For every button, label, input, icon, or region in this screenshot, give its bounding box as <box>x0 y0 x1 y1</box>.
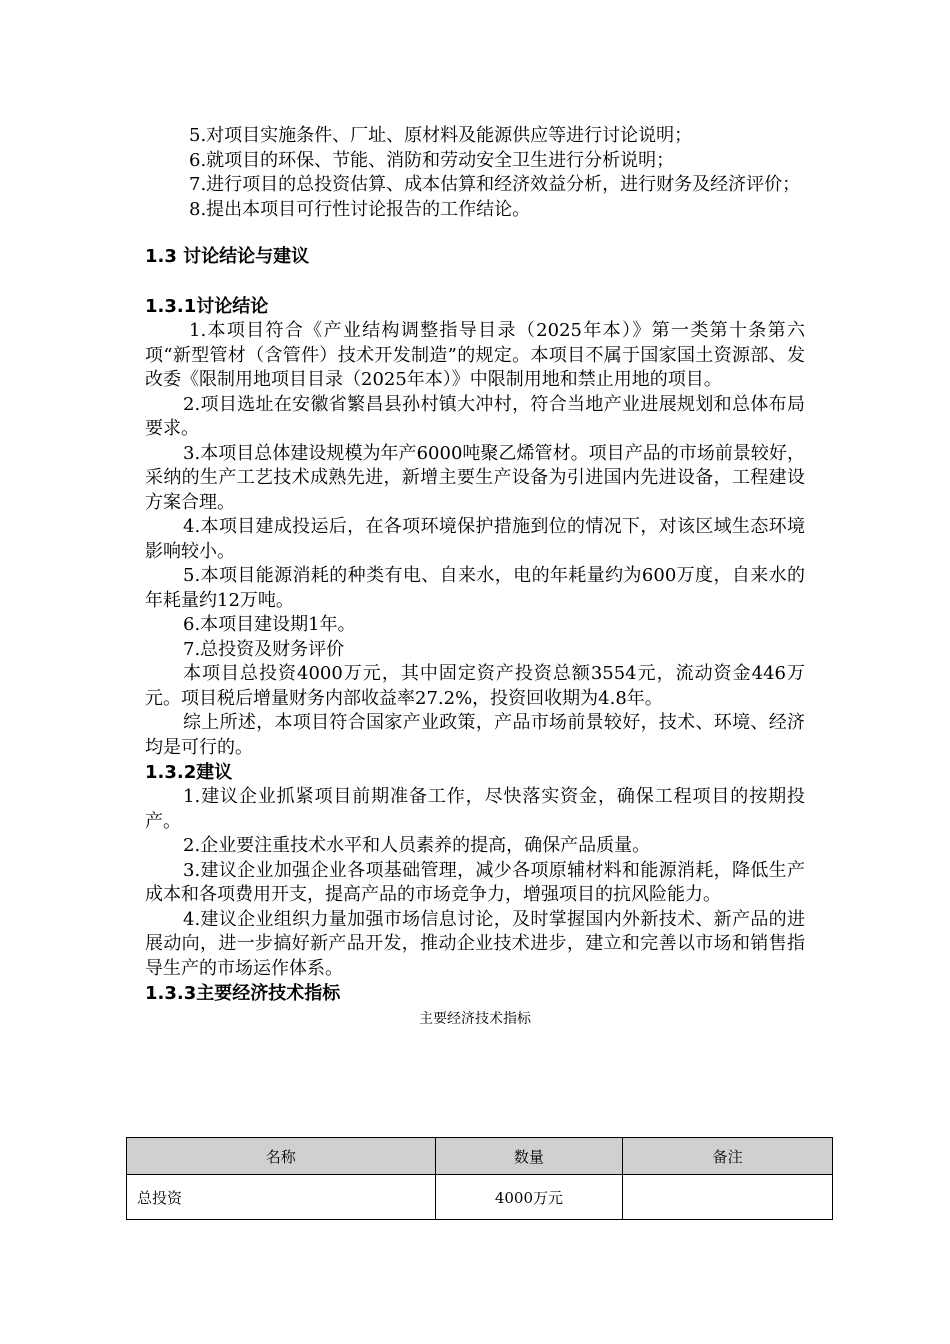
column-header-name: 名称 <box>127 1138 436 1175</box>
suggestion-paragraph: 4.建议企业组织力量加强市场信息讨论，及时掌握国内外新技术、新产品的进展动向，进一步搞好新产品开发，推动企业技术进步，建立和完善以市场和销售指导生产的市场运作体系。 <box>145 908 805 979</box>
conclusion-paragraph: 7.总投资及财务评价 <box>183 638 345 660</box>
intro-item-8: 8.提出本项目可行性讨论报告的工作结论。 <box>189 198 531 220</box>
column-header-remarks: 备注 <box>623 1138 833 1175</box>
intro-item-5: 5.对项目实施条件、厂址、原材料及能源供应等进行讨论说明； <box>189 125 693 146</box>
conclusion-paragraph: 3.本项目总体建设规模为年产6000吨聚乙烯管材。项目产品的市场前景较好，采纳的生产工艺技术成熟先进，新增主要生产设备为引进国内先进设备，工程建设方案合理。 <box>145 442 805 513</box>
cell-name: 总投资 <box>127 1175 436 1220</box>
intro-item-6: 6.就项目的环保、节能、消防和劳动安全卫生进行分析说明； <box>189 149 675 171</box>
subsection-heading-conclusion: 1.3.1讨论结论 <box>145 296 269 317</box>
conclusion-paragraph: 6.本项目建设期1年。 <box>183 614 356 635</box>
suggestion-paragraph: 1.建议企业抓紧项目前期准备工作，尽快落实资金，确保工程项目的按期投产。 <box>145 786 805 832</box>
column-header-quantity: 数量 <box>435 1138 623 1175</box>
indicators-table <box>126 1137 833 1220</box>
section-heading: 1.3 讨论结论与建议 <box>145 246 310 267</box>
conclusion-paragraph: 1.本项目符合《产业结构调整指导目录（2025年本）》第一类第十条第六项“新型管材（含管件）技术开发制造”的规定。本项目不属于国家国土资源部、发改委《限制用地项目目录（2025年本）》中限制用地和禁止用地的项目。 <box>145 320 805 390</box>
table-header-row <box>127 1138 833 1175</box>
cell-quantity: 4000万元 <box>435 1175 623 1220</box>
table-caption: 主要经济技术指标 <box>419 1011 531 1027</box>
conclusion-paragraph: 2.项目选址在安徽省繁昌县孙村镇大冲村，符合当地产业进展规划和总体布局要求。 <box>145 393 805 439</box>
conclusion-paragraph: 5.本项目能源消耗的种类有电、自来水，电的年耗量约为600万度，自来水的年耗量约12万吨。 <box>145 565 805 611</box>
conclusion-paragraph: 综上所述，本项目符合国家产业政策，产品市场前景较好，技术、环境、经济均是可行的。 <box>145 712 805 758</box>
conclusion-paragraph: 4.本项目建成投运后，在各项环境保护措施到位的情况下，对该区域生态环境影响较小。 <box>145 516 805 562</box>
conclusion-paragraph: 本项目总投资4000万元，其中固定资产投资总额3554元，流动资金446万元。项目税后增量财务内部收益率27.2%，投资回收期为4.8年。 <box>145 663 805 709</box>
suggestion-paragraph: 3.建议企业加强企业各项基础管理，减少各项原辅材料和能源消耗，降低生产成本和各项费用开支，提高产品的市场竞争力，增强项目的抗风险能力。 <box>145 859 805 905</box>
subsection-heading-indicators: 1.3.3主要经济技术指标 <box>145 983 341 1004</box>
intro-item-7: 7.进行项目的总投资估算、成本估算和经济效益分析，进行财务及经济评价； <box>189 174 801 195</box>
suggestion-paragraph: 2.企业要注重技术水平和人员素养的提高，确保产品质量。 <box>183 835 651 856</box>
table-row <box>127 1175 833 1220</box>
document-body <box>145 124 805 1033</box>
subsection-heading-suggestions: 1.3.2建议 <box>145 762 233 783</box>
cell-remarks <box>623 1175 833 1220</box>
